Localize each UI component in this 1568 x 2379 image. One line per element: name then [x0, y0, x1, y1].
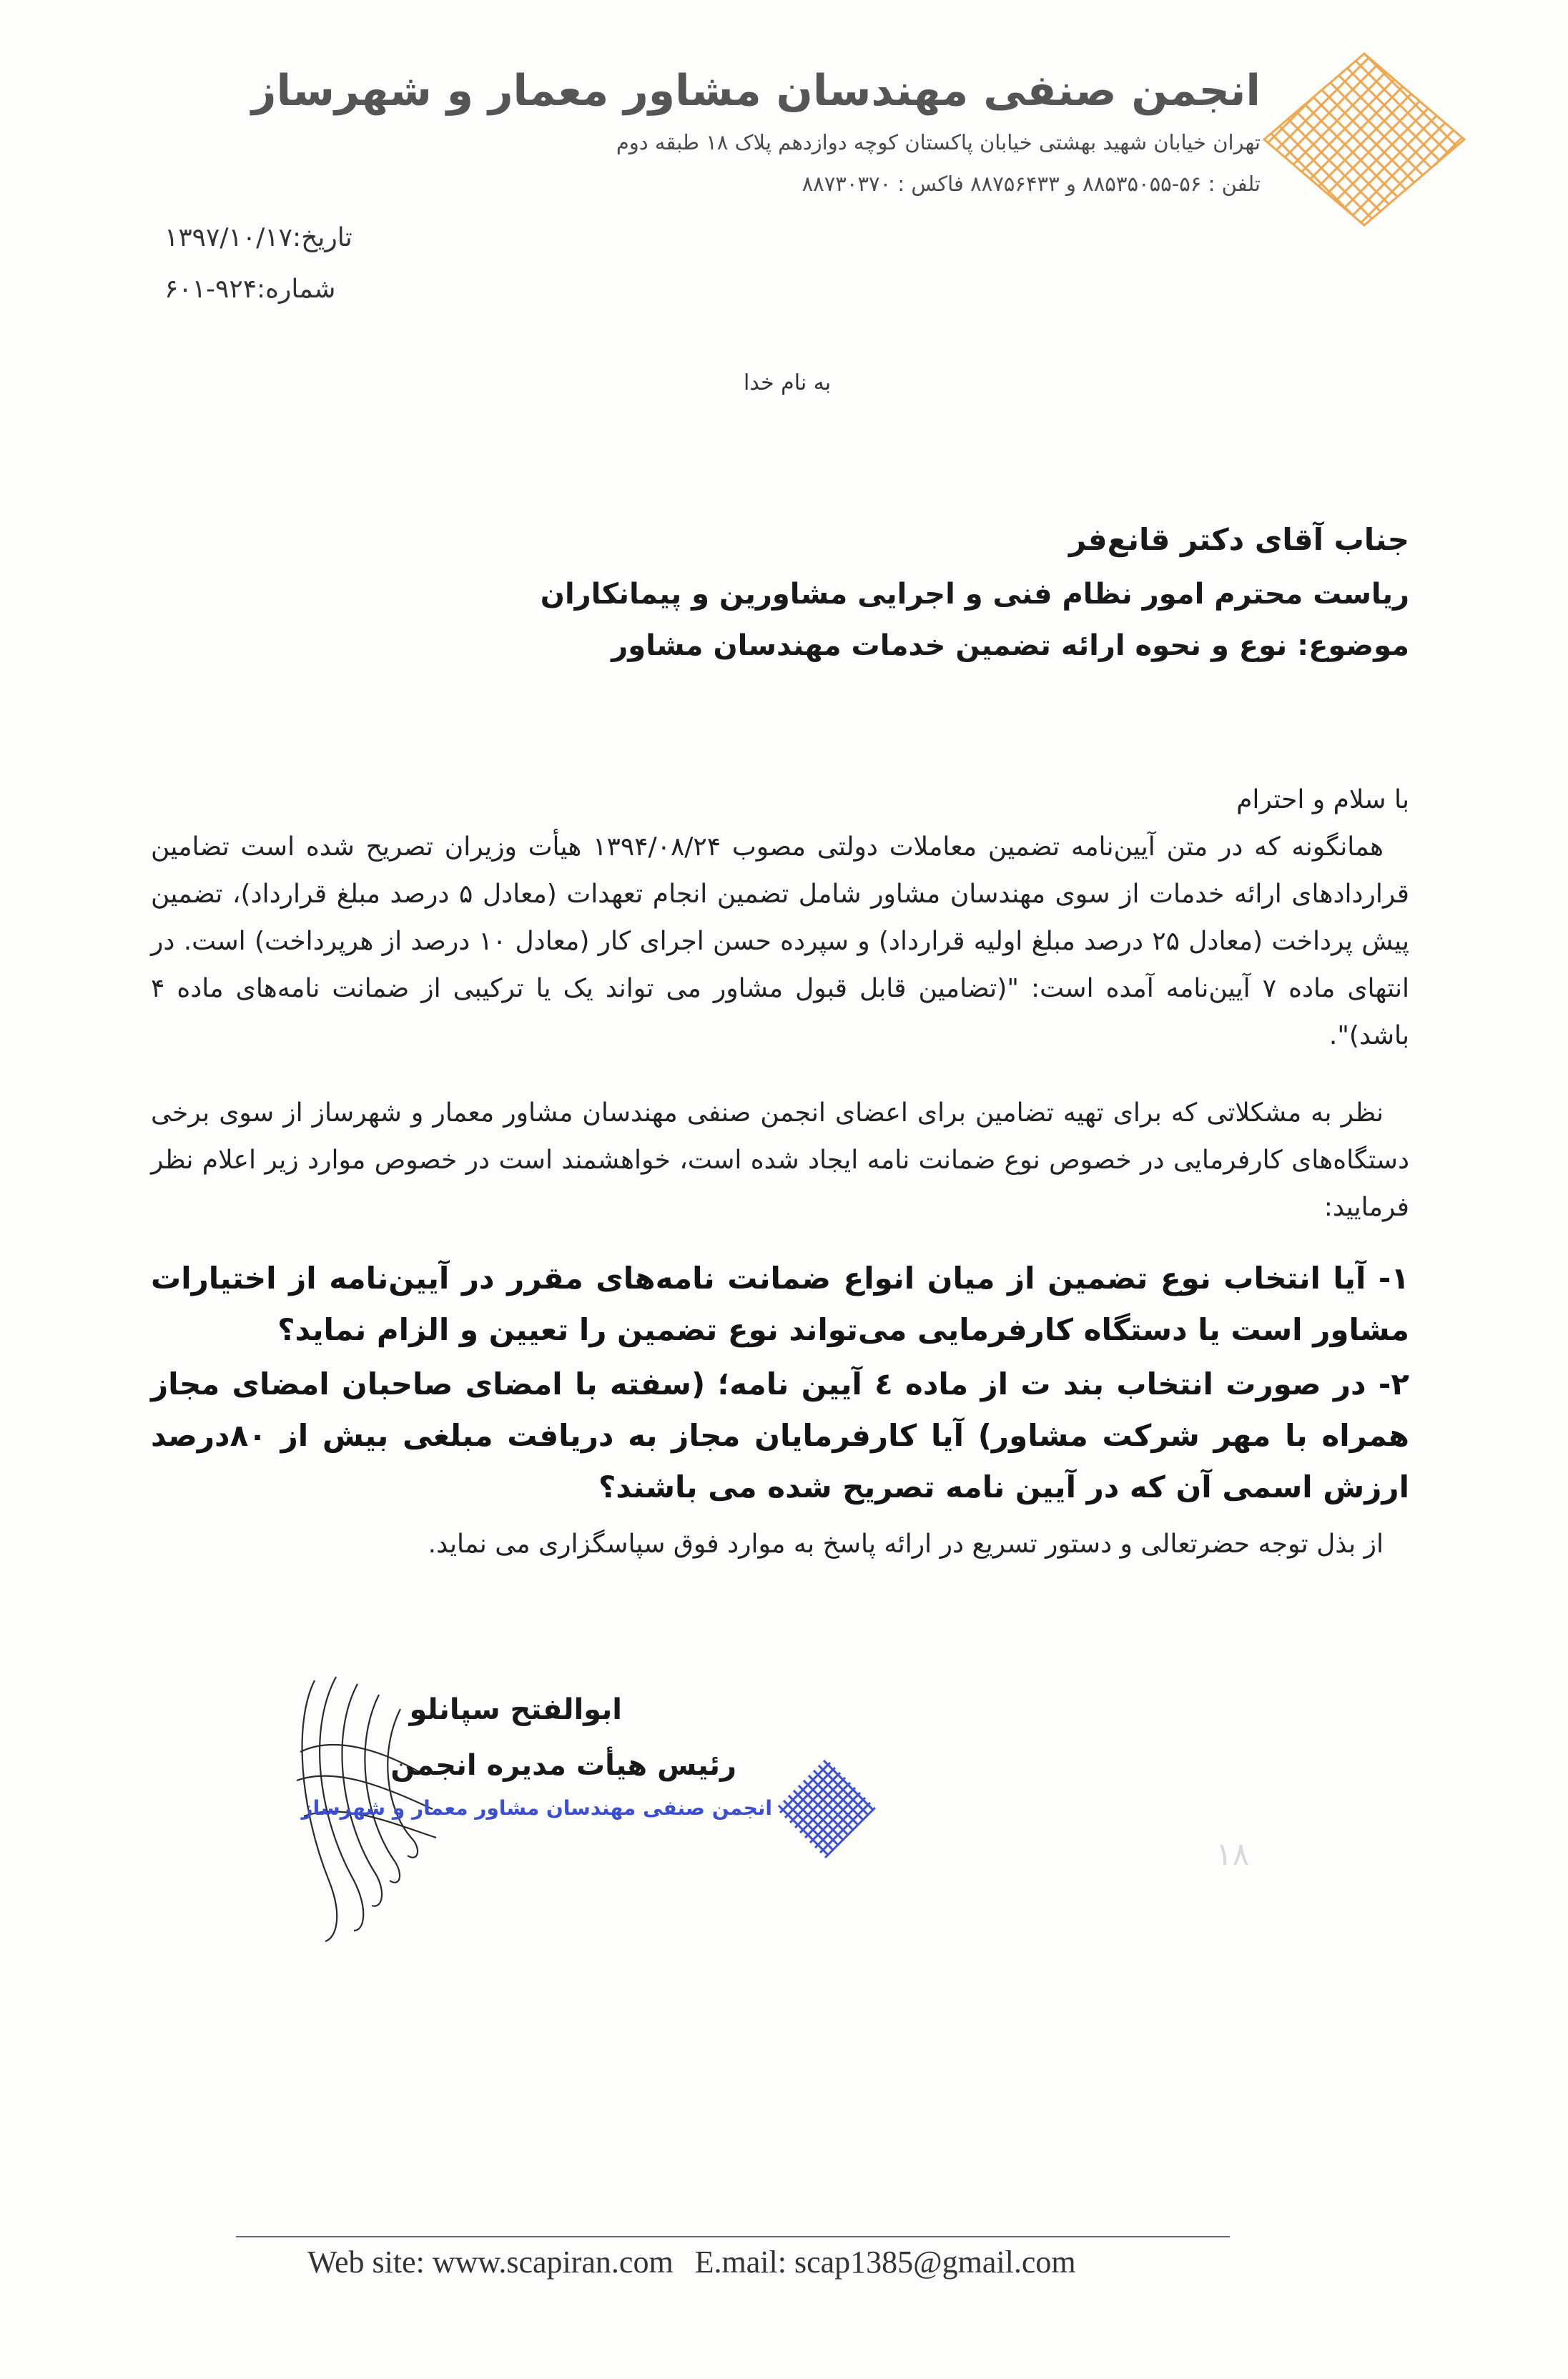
letter-date: تاریخ:۱۳۹۷/۱۰/۱۷ — [164, 223, 352, 252]
body-paragraph-2: نظر به مشکلاتی که برای تهیه تضامین برای اعضای انجمن صنفی مهندسان مشاور معمار و شهرساز از سوی برخی دستگاه‌های کارفرمایی در خصوص نوع ضمانت نامه ایجاد شده است، خواهشمند است در خصوص موارد زیر اعلام نظر فرمایید: — [151, 1098, 1409, 1222]
org-address: تهران خیابان شهید بهشتی خیابان پاکستان کوچه دوازدهم پلاک ۱۸ طبقه دوم — [616, 130, 1261, 154]
question-2: ۲- در صورت انتخاب بند ت از ماده ٤ آیین نامه؛ (سفته با امضای صاحبان امضای مجاز همراه با مهر شرکت مشاور) آیا کارفرمایان مجاز به دریافت مبلغی بیش از ۸۰درصد ارزش اسمی آن که در آیین نامه تصریح شده می باشند؟ — [151, 1366, 1409, 1504]
footer-website[interactable]: Web site: www.scapiran.com — [307, 2245, 674, 2280]
org-logo — [1261, 50, 1468, 229]
letter-number: شماره:۹۲۴-۶۰۱ — [164, 275, 336, 304]
question-1: ۱- آیا انتخاب نوع تضمین از میان انواع ضمانت نامه‌های مقرر در آیین‌نامه از اختیارات مشاور است یا دستگاه کارفرمایی می‌تواند نوع تضمین را تعیین و الزام نماید؟ — [151, 1261, 1409, 1347]
faint-handwritten-mark: ۱۸ — [1216, 1836, 1250, 1873]
footer-divider — [236, 2236, 1230, 2237]
signer-name: ابوالفتح سپانلو — [409, 1693, 622, 1726]
stamp-text: انجمن صنفی مهندسان مشاور معمار و شهرساز — [301, 1796, 772, 1820]
addressee-title: ریاست محترم امور نظام فنی و اجرایی مشاورین و پیمانکاران — [540, 578, 1409, 611]
basmala: به نام خدا — [744, 370, 832, 395]
letter-subject: موضوع: نوع و نحوه ارائه تضمین خدمات مهندسان مشاور — [611, 629, 1409, 662]
signer-title: رئیس هیأت مدیره انجمن — [390, 1749, 736, 1782]
closing-paragraph: از بذل توجه حضرتعالی و دستور تسریع در ارائه پاسخ به موارد فوق سپاسگزاری می نماید. — [428, 1530, 1384, 1559]
stamp-logo — [772, 1755, 879, 1862]
addressee-name: جناب آقای دکتر قانع‌فر — [1068, 522, 1409, 557]
greeting: با سلام و احترام — [1236, 785, 1409, 814]
org-phone-fax: تلفن : ۵۶-۸۸۵۳۵۰۵۵ و ۸۸۷۵۶۴۳۳ فاکس : ۸۸۷۳۰۳۷۰ — [802, 172, 1261, 196]
footer-contact — [307, 2244, 1076, 2280]
org-name: انجمن صنفی مهندسان مشاور معمار و شهرساز — [251, 66, 1261, 116]
body-paragraph-1: همانگونه که در متن آیین‌نامه تضمین معاملات دولتی مصوب ۱۳۹۴/۰۸/۲۴ هیأت وزیران تصریح شده است تضامین قراردادهای ارائه خدمات از سوی مهندسان مشاور شامل تضمین انجام تعهدات (معادل ۵ درصد مبلغ قرارداد)، تضمین پیش پرداخت (معادل ۲۵ درصد مبلغ اولیه قرارداد) و سپرده حسن اجرای کار (معادل ۱۰ درصد از هرپرداخت) است. در انتهای ماده ۷ آیین‌نامه آمده است: "(تضامین قابل قبول مشاور می تواند یک یا ترکیبی از ضمانت نامه‌های ماده ۴ باشد)". — [151, 832, 1409, 1050]
footer-email[interactable]: E.mail: scap1385@gmail.com — [694, 2245, 1076, 2280]
